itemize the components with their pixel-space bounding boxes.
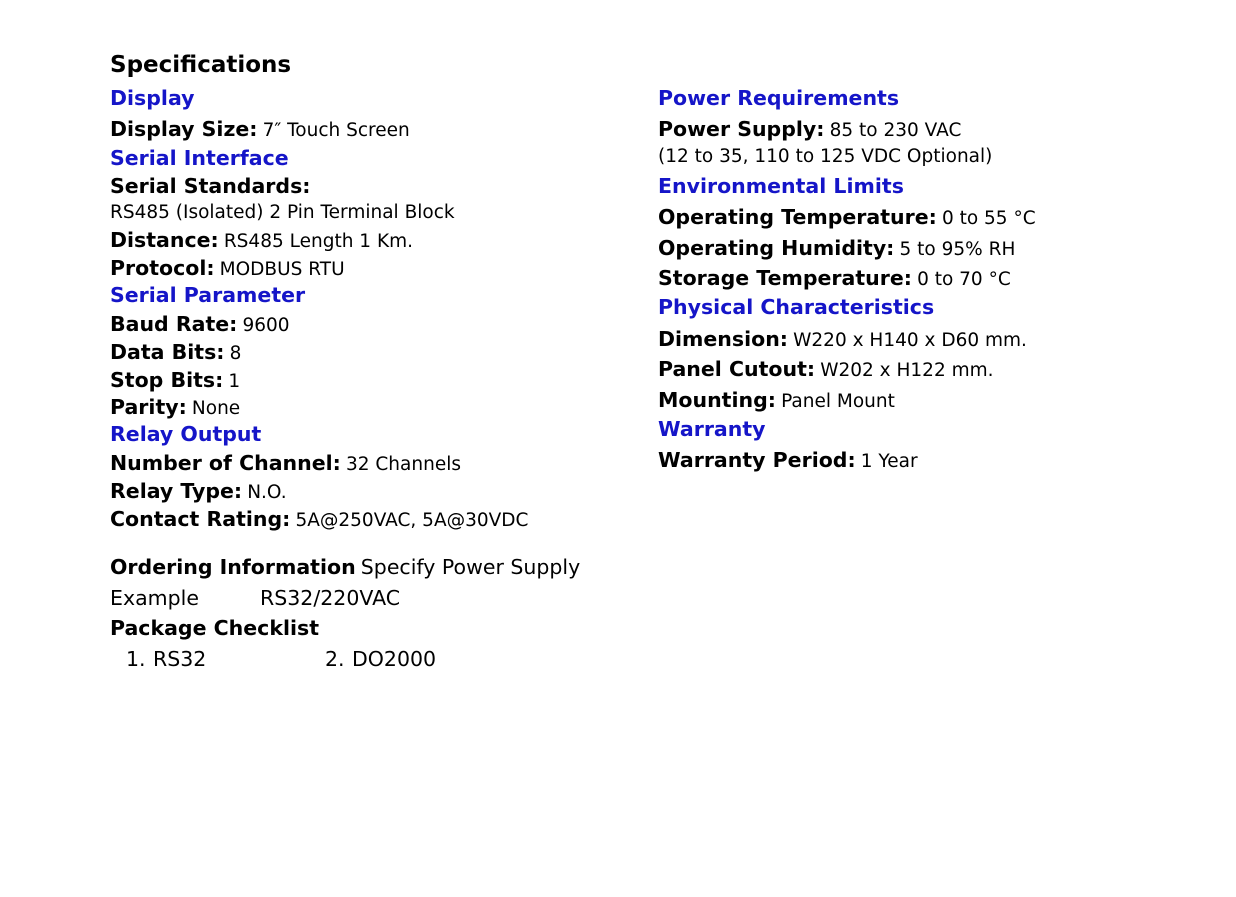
protocol-label: Protocol: [110,256,215,280]
checklist-item-1-number: 1. [126,647,146,671]
panel-cutout-row [658,359,994,381]
ordering-value: Specify Power Supply [360,555,581,579]
operating-temperature-label: Operating Temperature: [658,205,937,229]
stop-bits-row [110,370,240,392]
operating-humidity-label: Operating Humidity: [658,236,895,260]
operating-temperature-value: 0 to 55 °C [941,208,1036,229]
checklist-item-2-number: 2. [325,647,345,671]
serial-interface-heading: Serial Interface [110,146,289,170]
page-title: Specifications [110,52,292,78]
distance-label: Distance: [110,228,219,252]
physical-characteristics-heading: Physical Characteristics [658,295,935,319]
baud-rate-row [110,314,290,336]
relay-output-heading: Relay Output [110,422,262,446]
serial-standards-label: Serial Standards: [110,174,311,198]
operating-humidity-row [658,238,1015,260]
operating-humidity-value: 5 to 95% RH [899,239,1016,260]
example-row [110,588,610,612]
baud-rate-value: 9600 [242,315,290,336]
environmental-limits-heading: Environmental Limits [658,174,904,198]
parity-row [110,397,240,419]
relay-type-row [110,481,287,503]
power-requirements-heading: Power Requirements [658,86,900,110]
storage-temperature-value: 0 to 70 °C [917,269,1011,290]
relay-type-label: Relay Type: [110,479,243,503]
mounting-row [658,390,895,412]
parity-value: None [191,398,241,419]
mounting-value: Panel Mount [781,391,895,412]
panel-cutout-value: W202 x H122 mm. [820,360,994,381]
warranty-heading: Warranty [658,417,766,441]
contact-rating-row [110,509,528,531]
display-size-label: Display Size: [110,117,258,141]
panel-cutout-label: Panel Cutout: [658,357,816,381]
serial-standards-value: RS485 (Isolated) 2 Pin Terminal Block [110,202,455,223]
channels-value: 32 Channels [345,454,461,475]
baud-rate-label: Baud Rate: [110,312,238,336]
operating-temperature-row [658,207,1036,229]
display-size-row [110,119,410,141]
display-heading: Display [110,86,195,110]
storage-temperature-label: Storage Temperature: [658,266,912,290]
stop-bits-value: 1 [228,371,241,392]
checklist-list [110,649,610,673]
dimension-value: W220 x H140 x D60 mm. [793,330,1027,351]
dimension-label: Dimension: [658,327,789,351]
example-value: RS32/220VAC [260,586,401,610]
power-supply-value: 85 to 230 VAC [829,120,962,141]
mounting-label: Mounting: [658,388,776,412]
checklist-item-1: RS32 [153,647,207,671]
parity-label: Parity: [110,395,187,419]
protocol-value: MODBUS RTU [219,259,345,280]
power-supply-note: (12 to 35, 110 to 125 VDC Optional) [658,146,993,167]
ordering-row [110,557,580,578]
storage-temperature-row [658,268,1011,290]
power-supply-row [658,119,961,141]
warranty-period-value: 1 Year [860,451,918,472]
serial-parameter-heading: Serial Parameter [110,283,306,307]
ordering-label: Ordering Information [110,555,356,579]
distance-row [110,230,413,252]
data-bits-label: Data Bits: [110,340,225,364]
contact-rating-label: Contact Rating: [110,507,291,531]
checklist-item-2: DO2000 [352,647,437,671]
warranty-period-row [658,450,918,472]
channels-label: Number of Channel: [110,451,341,475]
channels-row [110,453,461,475]
data-bits-value: 8 [229,343,242,364]
warranty-period-label: Warranty Period: [658,448,856,472]
data-bits-row [110,342,241,364]
dimension-row [658,329,1027,351]
package-checklist-heading: Package Checklist [110,616,320,640]
example-label: Example [110,586,199,610]
protocol-row [110,258,345,280]
display-size-value: 7″ Touch Screen [262,120,410,141]
stop-bits-label: Stop Bits: [110,368,224,392]
relay-type-value: N.O. [247,482,287,503]
power-supply-label: Power Supply: [658,117,825,141]
contact-rating-value: 5A@250VAC, 5A@30VDC [295,510,529,531]
distance-value: RS485 Length 1 Km. [223,231,413,252]
